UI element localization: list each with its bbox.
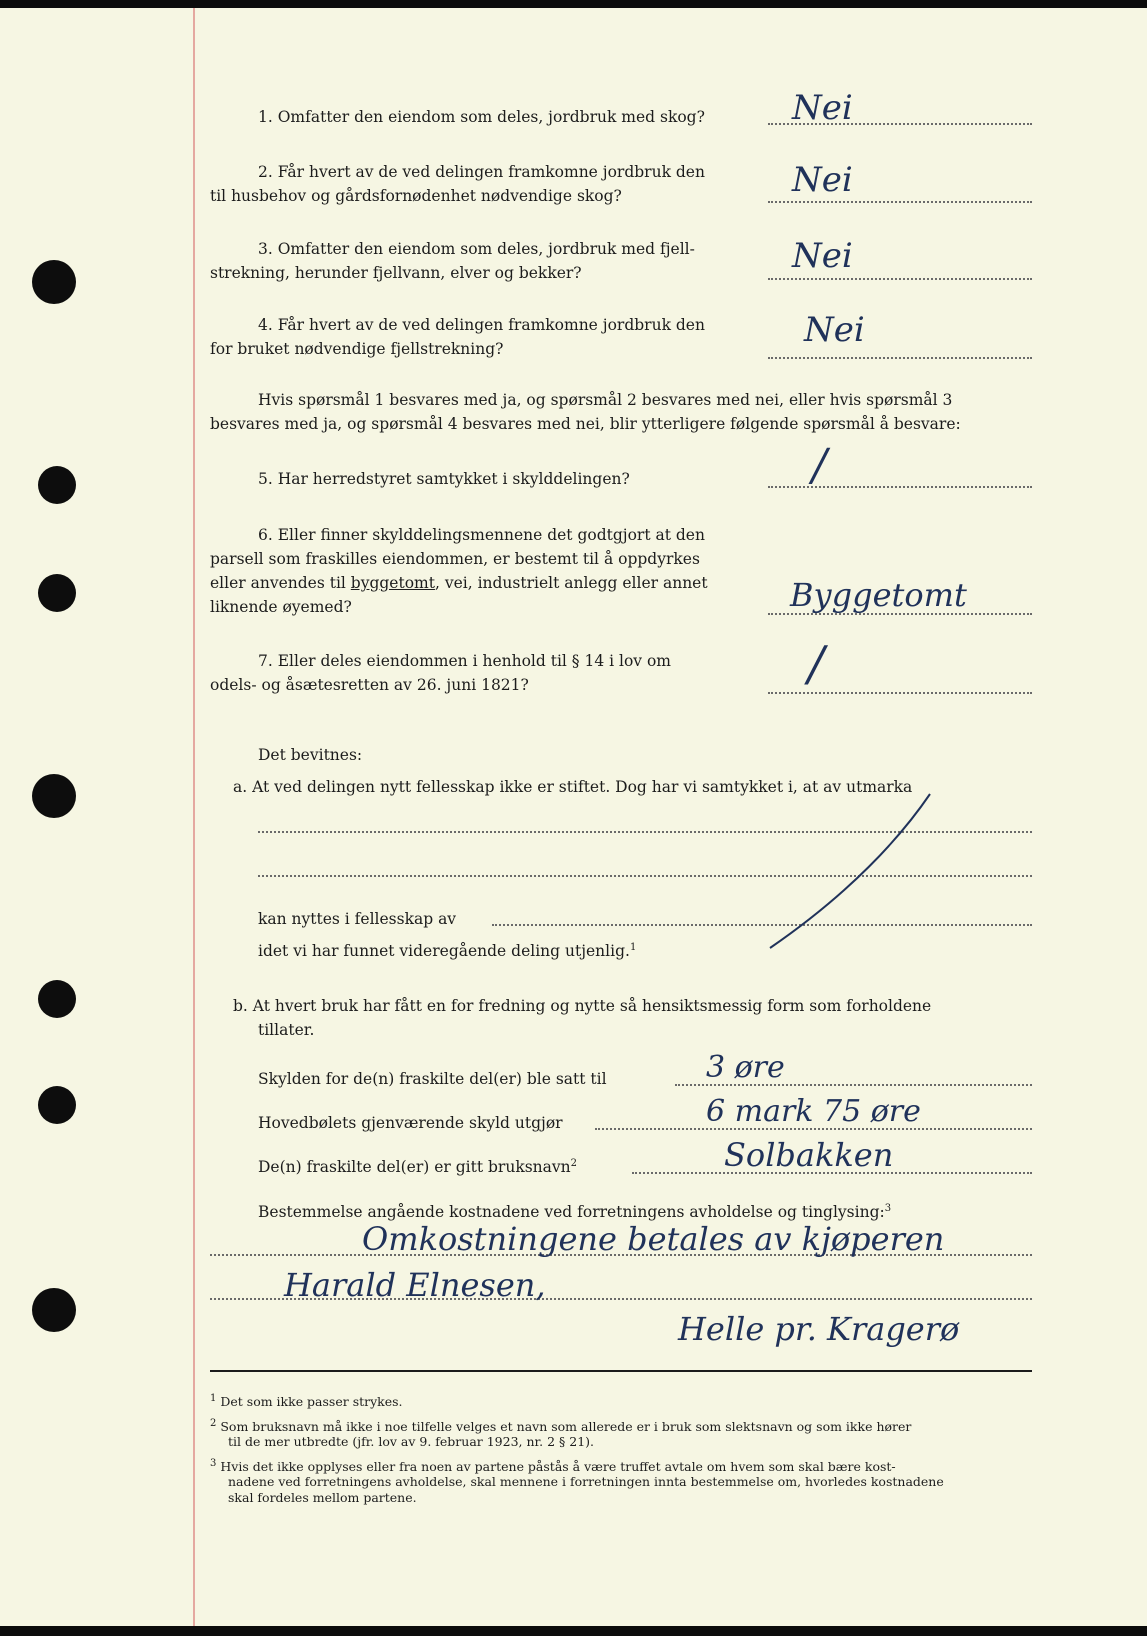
punch-hole [38,574,76,612]
bruksnavn-label: De(n) fraskilte del(er) er gitt bruksnavn$^2$ [258,1158,578,1177]
question-6-line-1: 6. Eller finner skylddelingsmennene det godtgjort at den [258,526,705,544]
bestemmelse-text-1: Omkostningene betales av kjøperen [362,1220,945,1258]
answer-2: Nei [792,160,853,200]
bruksnavn-value: Solbakken [724,1136,894,1174]
punch-hole [38,466,76,504]
conditional-intro-line-1: Hvis spørsmål 1 besvares med ja, og spørsmål 2 besvares med nei, eller hvis spørsmål 3 [258,391,953,409]
question-3-line-2: strekning, herunder fjellvann, elver og bekker? [210,264,582,282]
footnote-2-line-2: til de mer utbredte (jfr. lov av 9. februar 1923, nr. 2 § 21). [228,1434,594,1449]
testimony-a-line-1: a. At ved delingen nytt fellesskap ikke er stiftet. Dog har vi samtykket i, at av utmarka [233,778,913,796]
answer-7: / [808,636,825,692]
skyld-label: Skylden for de(n) fraskilte del(er) ble satt til [258,1070,607,1088]
answer-5: / [812,440,827,491]
question-6-line-2: parsell som fraskilles eiendommen, er bestemt til å oppdyrkes [210,550,700,568]
testimony-a-line-3: idet vi har funnet videregående deling utjenlig.$^1$ [258,942,637,961]
answer-line-4 [768,357,1032,359]
bestemmelse-label: Bestemmelse angående kostnadene ved forretningens avholdelse og tinglysing:$^3$ [258,1203,892,1222]
punch-hole [38,1086,76,1124]
underlined-term: byggetomt [350,574,435,592]
answer-3: Nei [792,236,853,276]
question-2-line-2: til husbehov og gårdsfornødenhet nødvendige skog? [210,187,622,205]
testimony-heading: Det bevitnes: [258,746,363,764]
punch-hole [32,260,76,304]
question-6-line-3: eller anvendes til byggetomt, vei, industrielt anlegg eller annet [210,574,708,592]
testimony-b-line-1: b. At hvert bruk har fått en for fredning og nytte så hensiktsmessig form som forholdene [233,997,932,1015]
question-1: 1. Omfatter den eiendom som deles, jordbruk med skog? [258,108,705,126]
strike-through-mark [760,788,940,958]
footnote-3-line-1: $^3$ Hvis det ikke opplyses eller fra noen av partene påstås å være truffet avtale om hvem som skal bære kost- [210,1458,896,1475]
question-5: 5. Har herredstyret samtykket i skylddelingen? [258,470,630,488]
question-3-line-1: 3. Omfatter den eiendom som deles, jordbruk med fjell- [258,240,695,258]
conditional-intro-line-2: besvares med ja, og spørsmål 4 besvares med nei, blir ytterligere følgende spørsmål å besvare: [210,415,961,433]
answer-line-3 [768,278,1032,280]
footnote-2-line-1: $^2$ Som bruksnavn må ikke i noe tilfelle velges et navn som allerede er i bruk som slektsnavn og som ikke hører [210,1418,912,1435]
question-7-line-2: odels- og åsætesretten av 26. juni 1821? [210,676,529,694]
footnote-1: $^1$ Det som ikke passer strykes. [210,1393,403,1410]
margin-line [193,8,195,1626]
bestemmelse-text-3: Helle pr. Kragerø [678,1310,960,1348]
answer-line-7 [768,692,1032,694]
testimony-b-line-2: tillater. [258,1021,315,1039]
question-6-line-4: liknende øyemed? [210,598,352,616]
answer-line-5 [768,486,1032,488]
punch-hole [38,980,76,1018]
hovedbol-label: Hovedbølets gjenværende skyld utgjør [258,1114,563,1132]
hovedbol-value: 6 mark 75 øre [706,1094,921,1129]
question-4-line-2: for bruket nødvendige fjellstrekning? [210,340,504,358]
answer-1: Nei [792,88,853,128]
bestemmelse-text-2: Harald Elnesen, [284,1266,546,1304]
document-page [0,8,1147,1626]
footnote-separator [210,1370,1032,1372]
footnote-3-line-2: nadene ved forretningens avholdelse, skal mennene i forretningen innta bestemmelse om, hvorledes kostnadene [228,1474,944,1489]
footnote-3-line-3: skal fordeles mellom partene. [228,1490,417,1505]
question-4-line-1: 4. Får hvert av de ved delingen framkomne jordbruk den [258,316,705,334]
skyld-value: 3 øre [706,1050,785,1085]
answer-line-2 [768,201,1032,203]
punch-hole [32,1288,76,1332]
question-7-line-1: 7. Eller deles eiendommen i henhold til § 14 i lov om [258,652,672,670]
answer-4: Nei [804,310,865,350]
question-2-line-1: 2. Får hvert av de ved delingen framkomne jordbruk den [258,163,705,181]
testimony-a-line-2: kan nyttes i fellesskap av [258,910,457,928]
answer-6: Byggetomt [790,576,967,614]
punch-hole [32,774,76,818]
